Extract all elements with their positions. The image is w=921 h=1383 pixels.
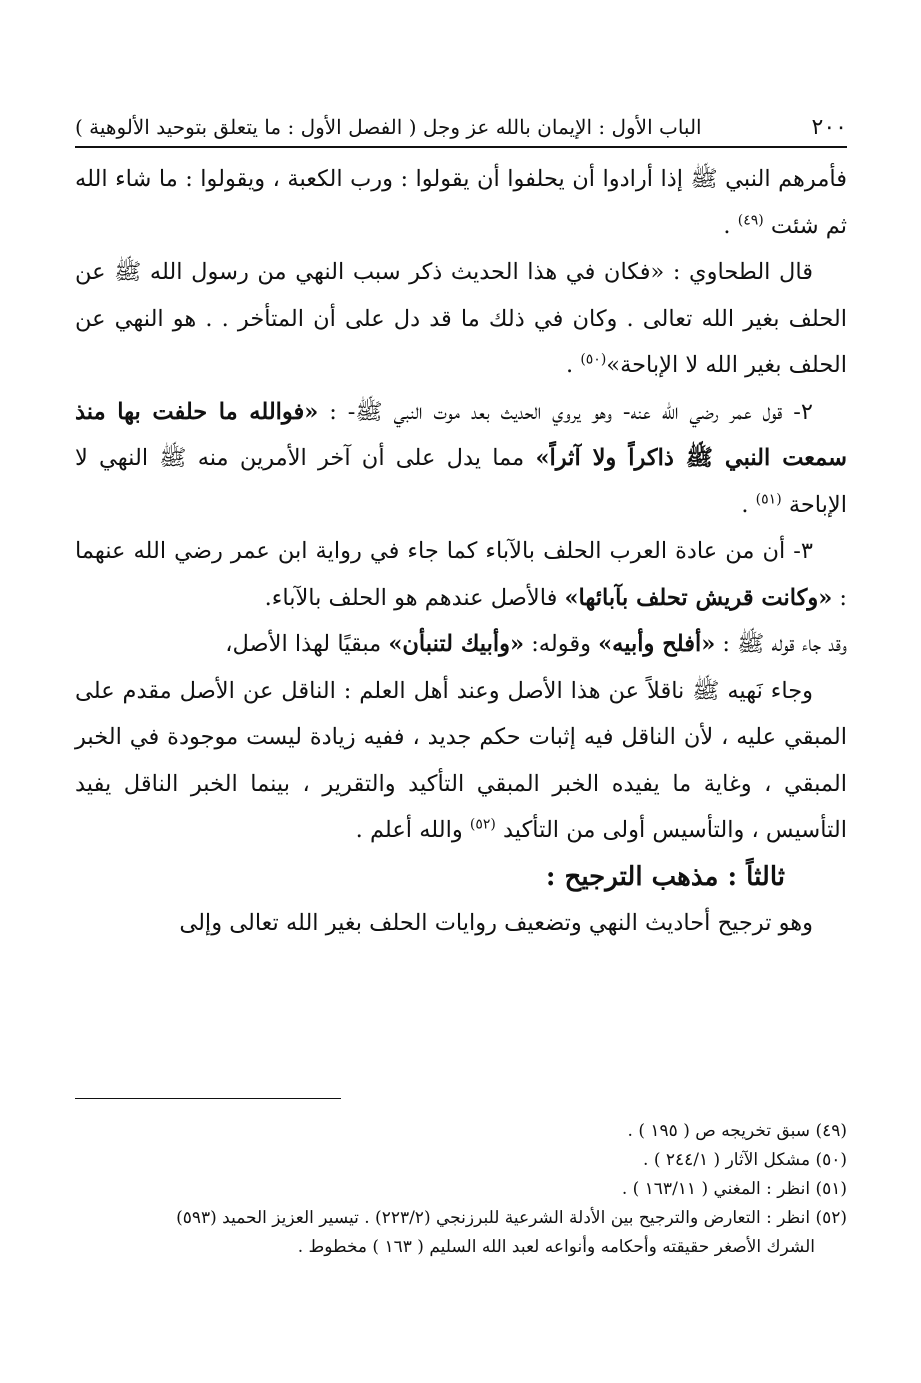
footnote-ref-51[interactable]: (٥١) — [755, 491, 782, 507]
footnote-50: (٥٠) مشكل الآثار ( ٢٤٤/١ ) . — [643, 1150, 847, 1170]
page-number: ٢٠٠ — [811, 115, 847, 140]
running-title: الباب الأول : الإيمان بالله عز وجل ( الفصل الأول : ما يتعلق بتوحيد الألوهية ) — [75, 115, 702, 139]
paragraph-4-quote: «وكانت قريش تحلف بآبائها» — [564, 584, 833, 611]
paragraph-3-rest: مما يدل على أن آخر الأمرين منه ﷺ النهي لا الإباحة — [75, 445, 847, 518]
paragraph-3-lead: ٢- قول عمر رضي الله عنه- وهو يروي الحديث بعد موت النبي ﷺ- : — [318, 398, 813, 425]
paragraph-1-end: . — [723, 212, 738, 239]
paragraph-5-quote-1: «أفلح وأبيه» — [598, 631, 716, 657]
paragraph-1-text: فأمرهم النبي ﷺ إذا أرادوا أن يحلفوا أن يقولوا : ورب الكعبة ، ويقولوا : ما شاء الله ثم شئت — [75, 166, 847, 239]
main-text — [75, 156, 847, 946]
header-rule — [75, 146, 847, 148]
paragraph-2-end: . — [566, 352, 581, 378]
paragraph-2-text: قال الطحاوي : «فكان في هذا الحديث ذكر سبب النهي من رسول الله ﷺ عن الحلف بغير الله تعالى . وكان في ذلك ما قد دل على أن المتأخر . . هو النهي عن الحلف بغير الله لا الإباحة» — [75, 259, 847, 378]
paragraph-6-text: وجاء نَهيه ﷺ ناقلاً عن هذا الأصل وعند أهل العلم : الناقل عن الأصل مقدم على المبقي عليه ، لأن الناقل فيه إثبات حكم جديد ، ففيه زيادة ليست موجودة في الخبر المبقي ، وغاية ما يفيده الخبر المبقي التأكيد والتقرير ، بينما الخبر الناقل يفيد التأسيس ، والتأسيس أولى من التأكيد — [75, 677, 847, 843]
footnote-ref-49[interactable]: (٤٩) — [737, 212, 764, 228]
paragraph-3-end: . — [741, 491, 756, 518]
footnotes — [75, 1098, 847, 1262]
paragraph-5-quote-2: «وأبيك لتنبأن» — [388, 631, 525, 657]
paragraph-5 — [75, 621, 847, 668]
footnote-rule — [75, 1098, 341, 1099]
paragraph-4-rest: فالأصل عندهم هو الحلف بالآباء. — [264, 584, 565, 611]
paragraph-4 — [75, 528, 847, 621]
paragraph-7 — [75, 900, 847, 947]
paragraph-7-text: وهو ترجيح أحاديث النهي وتضعيف روايات الحلف بغير الله تعالى وإلى — [179, 909, 813, 936]
paragraph-5-lead: وقد جاء قوله ﷺ : — [715, 631, 847, 657]
paragraph-6-end: والله أعلم . — [355, 817, 470, 843]
paragraph-3 — [75, 389, 847, 529]
footnote-ref-52[interactable]: (٥٢) — [469, 816, 496, 833]
paragraph-3-quote: «فوالله ما حلفت بها منذ سمعت النبي ﷺ ذاكراً ولا آثراً» — [75, 398, 847, 471]
footnote-ref-50[interactable]: (٥٠) — [580, 351, 607, 368]
paragraph-6 — [75, 668, 847, 854]
footnote-list — [75, 1117, 847, 1262]
footnote-52: (٥٢) انظر : التعارض والترجيح بين الأدلة الشرعية للبرزنجي (٢٢٣/٢) . تيسير العزيز الحميد (٥٩٣) — [176, 1208, 847, 1228]
section-heading: ثالثاً : مذهب الترجيح : — [545, 861, 785, 892]
paragraph-5-mid: وقوله: — [524, 631, 599, 657]
paragraph-4-lead: ٣- أن من عادة العرب الحلف بالآباء كما جاء في رواية ابن عمر رضي الله عنهما : — [75, 538, 847, 611]
paragraph-5-rest: مبقيًا لهذا الأصل، — [225, 631, 389, 657]
footnote-49: (٤٩) سبق تخريجه ص ( ١٩٥ ) . — [627, 1121, 847, 1141]
page — [75, 110, 847, 946]
footnote-51: (٥١) انظر : المغني ( ١٦٣/١١ ) . — [621, 1179, 847, 1199]
footnote-52-continued: الشرك الأصغر حقيقته وأحكامه وأنواعه لعبد الله السليم ( ١٦٣ ) مخطوط . — [297, 1237, 815, 1257]
paragraph-1 — [75, 156, 847, 249]
paragraph-2 — [75, 249, 847, 389]
running-header — [75, 110, 847, 144]
